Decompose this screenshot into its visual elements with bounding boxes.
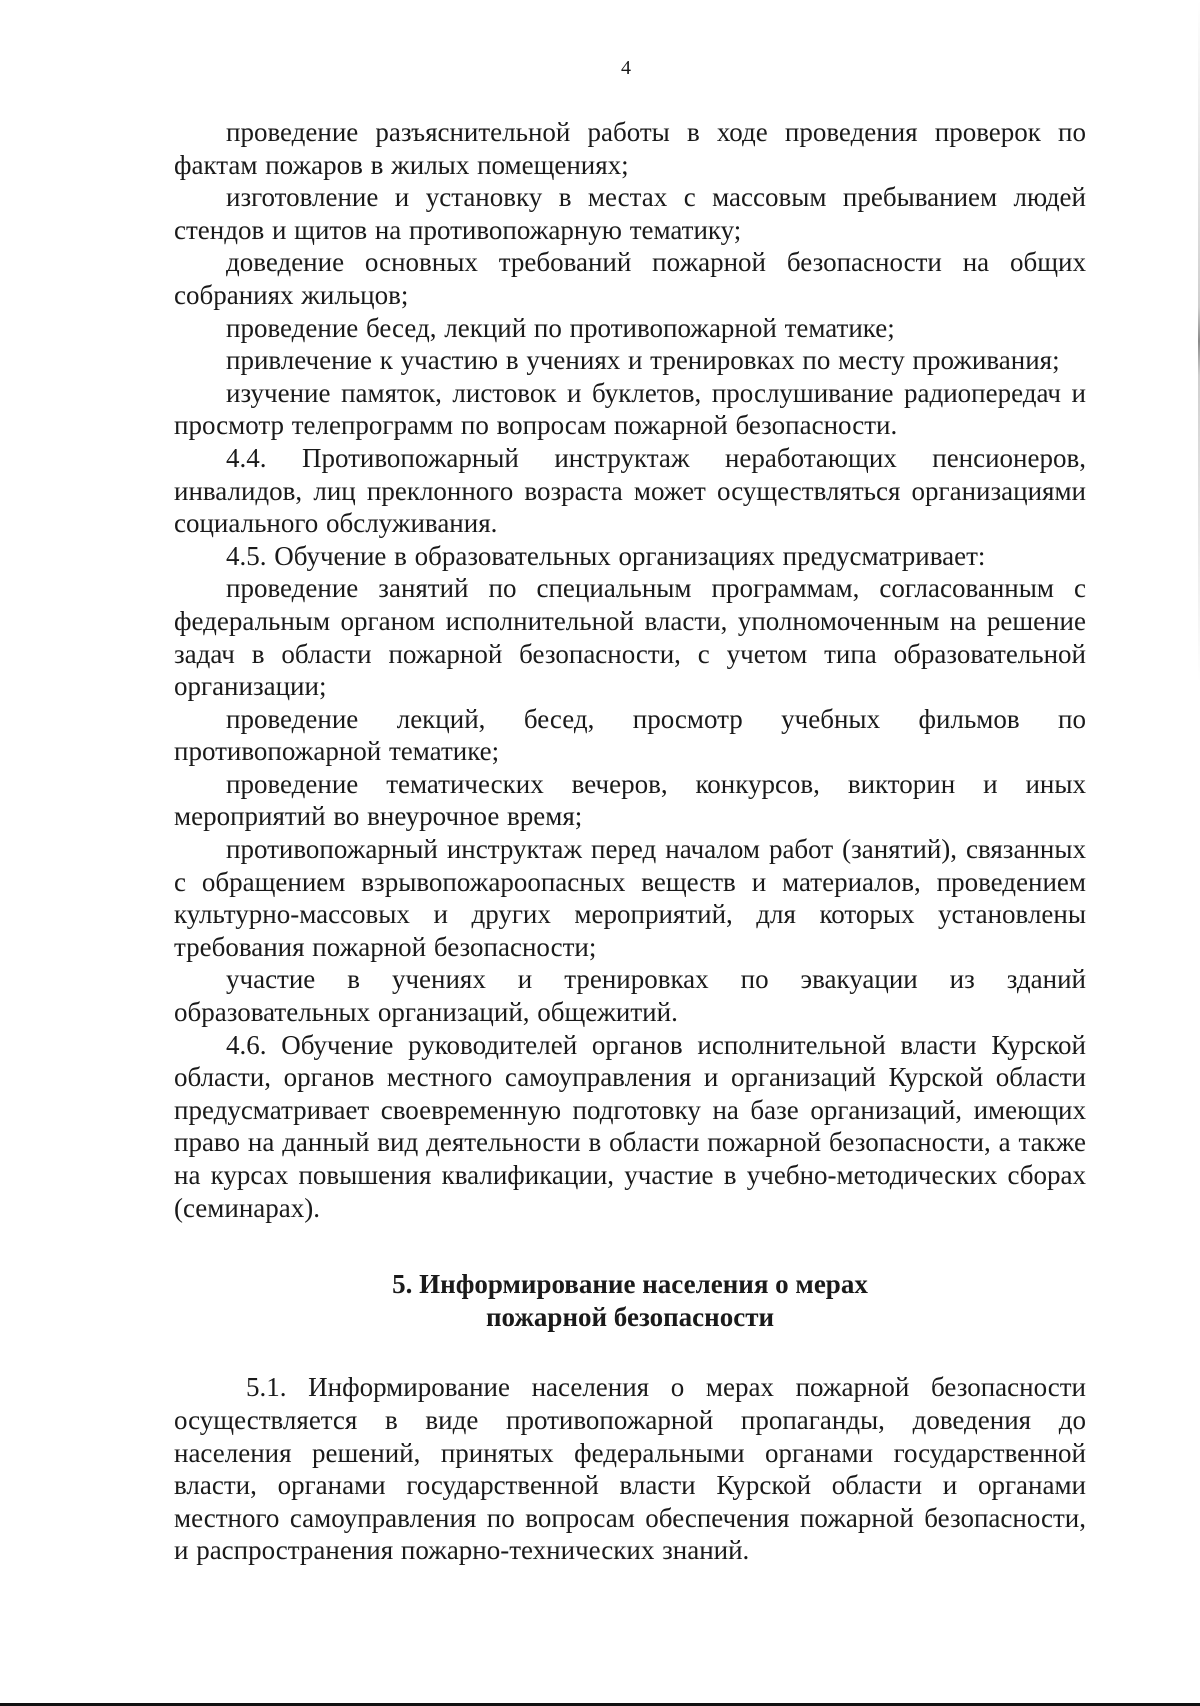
paragraph-4-6: 4.6. Обучение руководителей органов исполнительной власти Курской области, органов местного самоуправления и организаций Курской области предусматривает своевременную подготовку на базе организаций, имеющих право на данный вид деятельности в области пожарной безопасности, а также на курсах повышения квалификации, участие в учебно-методических сборах (семинарах). [174,1029,1086,1223]
section-5-heading [174,1268,1086,1333]
paragraph-evacuation: участие в учениях и тренировках по эвакуации из зданий образовательных организаций, общежитий. [174,964,1086,1028]
section-5-heading-line-2: пожарной безопасности [485,1301,775,1332]
paragraph-leaflets: изучение памяток, листовок и буклетов, прослушивание радиопередач и просмотр телепрограмм по вопросам пожарной безопасности. [174,377,1086,441]
section-5-heading-line-1: 5. Информирование населения о мерах [392,1269,868,1300]
paragraph-residents-meetings: доведение основных требований пожарной безопасности на общих собраниях жильцов; [174,247,1086,310]
paragraph-evenings: проведение тематических вечеров, конкурсов, викторин и иных мероприятий во внеурочное время; [174,768,1086,832]
paragraph-special-programs: проведение занятий по специальным программам, согласованным с федеральным органом исполнительной власти, уполномоченным на решение задач в области пожарной безопасности, с учетом типа образовательной организации; [174,573,1086,702]
document-body [174,116,1086,1567]
paragraph-stands: изготовление и установку в местах с массовым пребыванием людей стендов и щитов на противопожарную тематику; [174,182,1086,245]
paragraph-films: проведение лекций, бесед, просмотр учебных фильмов по противопожарной тематике; [174,703,1086,767]
paragraph-drills: привлечение к участию в учениях и тренировках по месту проживания; [226,345,1060,376]
paragraph-instruction: противопожарный инструктаж перед началом работ (занятий), связанных с обращением взрывопожароопасных веществ и материалов, проведением культурно-массовых и других мероприятий, для которых установлены требования пожарной безопасности; [174,834,1086,962]
paragraph-lectures: проведение бесед, лекций по противопожарной тематике; [226,312,895,343]
paragraph-4-5: 4.5. Обучение в образовательных организациях предусматривает: [226,540,986,571]
paragraph-explanatory-work: проведение разъяснительной работы в ходе проведения проверок по фактам пожаров в жилых помещениях; [174,117,1086,180]
page-number: 4 [621,57,631,79]
paragraph-5-1: 5.1. Информирование населения о мерах пожарной безопасности осуществляется в виде противопожарной пропаганды, доведения до населения решений, принятых федеральными органами государственной власти, органами государственной власти Курской области и органами местного самоуправления по вопросам обеспечения пожарной безопасности, и распространения пожарно-технических знаний. [174,1372,1086,1566]
paragraph-4-4: 4.4. Противопожарный инструктаж неработающих пенсионеров, инвалидов, лиц преклонного возраста может осуществляться организациями социального обслуживания. [174,442,1086,539]
